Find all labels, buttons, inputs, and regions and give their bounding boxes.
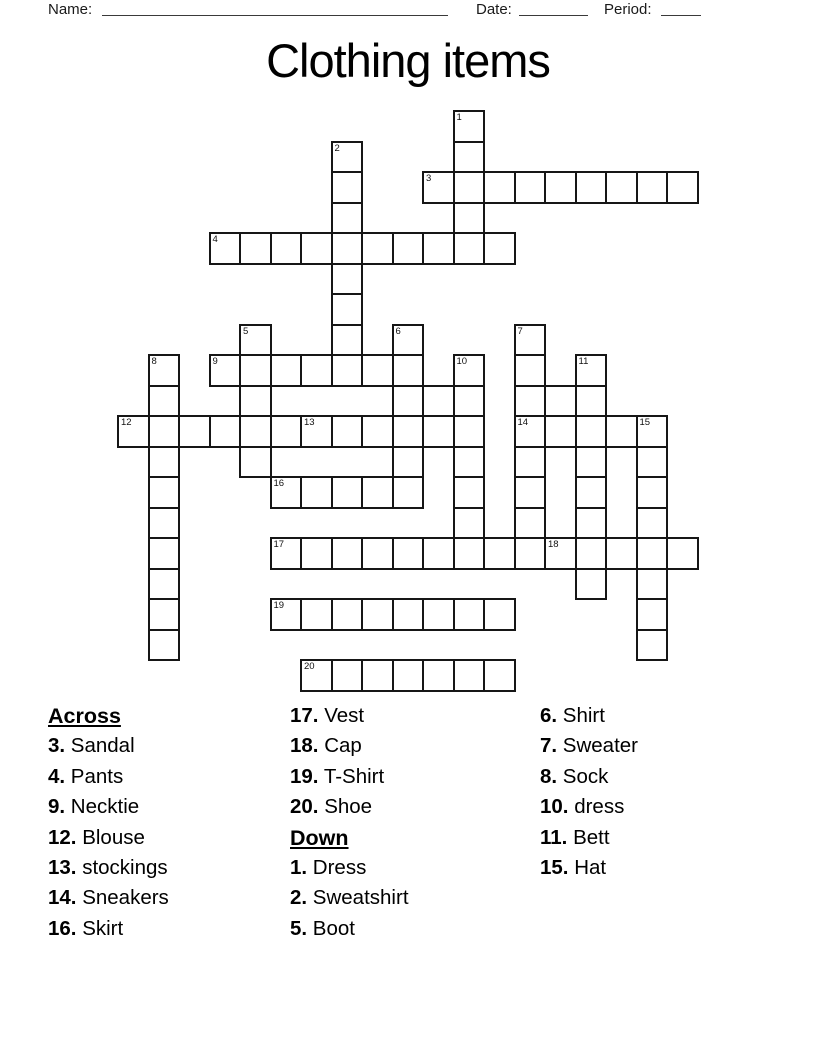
cell-number: 1	[456, 112, 462, 123]
page-title: Clothing items	[266, 34, 550, 87]
clue-text: Shoe	[318, 795, 373, 819]
grid-cell[interactable]	[636, 598, 669, 631]
grid-cell[interactable]	[453, 415, 486, 448]
clue-number: 4.	[48, 764, 66, 788]
clue-number: 11.	[540, 825, 568, 849]
grid-cell[interactable]	[392, 476, 425, 509]
grid-cell[interactable]	[148, 629, 181, 662]
clue-text: stockings	[76, 856, 168, 880]
grid-cell[interactable]	[392, 659, 425, 692]
grid-cell[interactable]	[453, 537, 486, 570]
grid-cell[interactable]	[514, 354, 547, 387]
grid-cell[interactable]	[209, 354, 242, 387]
grid-cell[interactable]	[300, 232, 333, 265]
grid-cell[interactable]	[636, 476, 669, 509]
grid-cell[interactable]	[453, 202, 486, 235]
clue-text: Sock	[557, 764, 609, 788]
clue-item	[290, 792, 409, 822]
date-label: Date:	[476, 1, 512, 18]
clue-text: Skirt	[76, 916, 124, 940]
grid-cell[interactable]	[148, 385, 181, 418]
grid-cell[interactable]	[544, 171, 577, 204]
grid-cell[interactable]	[331, 598, 364, 631]
grid-cell[interactable]	[636, 568, 669, 601]
clue-text: Necktie	[65, 795, 140, 819]
name-label: Name:	[48, 1, 93, 18]
grid-cell[interactable]	[514, 446, 547, 479]
clue-text: Dress	[307, 856, 367, 880]
grid-cell[interactable]	[300, 415, 333, 448]
clue-text: Sweater	[557, 734, 639, 758]
cell-number: 15	[639, 417, 651, 428]
grid-cell[interactable]	[544, 385, 577, 418]
grid-cell[interactable]	[331, 354, 364, 387]
grid-cell[interactable]	[422, 659, 455, 692]
grid-cell[interactable]	[239, 385, 272, 418]
down-heading: Down	[290, 825, 349, 850]
clue-text: Pants	[65, 764, 124, 788]
grid-cell[interactable]	[239, 232, 272, 265]
grid-cell[interactable]	[331, 415, 364, 448]
grid-cell[interactable]	[453, 385, 486, 418]
clue-column	[540, 701, 638, 883]
grid-cell[interactable]	[148, 354, 181, 387]
grid-cell[interactable]	[331, 263, 364, 296]
clue-item	[48, 731, 169, 761]
grid-cell[interactable]	[331, 202, 364, 235]
clue-item	[48, 914, 169, 944]
clue-text: Cap	[318, 734, 362, 758]
cell-number: 13	[304, 417, 315, 428]
grid-cell[interactable]	[605, 415, 638, 448]
clue-item	[540, 701, 638, 731]
grid-cell[interactable]	[270, 476, 303, 509]
clue-text: Hat	[568, 856, 607, 880]
period-label: Period:	[604, 1, 652, 18]
clue-number: 7.	[540, 734, 558, 758]
grid-cell[interactable]	[666, 171, 699, 204]
grid-cell[interactable]	[514, 415, 547, 448]
grid-cell[interactable]	[148, 537, 181, 570]
clue-item	[540, 853, 638, 883]
grid-cell[interactable]	[392, 324, 425, 357]
grid-cell[interactable]	[453, 507, 486, 540]
grid-cell[interactable]	[453, 171, 486, 204]
grid-cell[interactable]	[605, 537, 638, 570]
clue-column	[48, 701, 169, 944]
grid-cell[interactable]	[239, 415, 272, 448]
grid-cell[interactable]	[514, 385, 547, 418]
clue-item	[290, 853, 409, 883]
grid-cell[interactable]	[514, 507, 547, 540]
grid-cell[interactable]	[514, 476, 547, 509]
clue-item	[290, 914, 409, 944]
grid-cell[interactable]	[392, 354, 425, 387]
clue-text: Blouse	[76, 825, 145, 849]
grid-cell[interactable]	[331, 293, 364, 326]
grid-cell[interactable]	[514, 537, 547, 570]
cell-number: 10	[456, 356, 468, 367]
grid-cell[interactable]	[300, 659, 333, 692]
grid-cell[interactable]	[361, 415, 394, 448]
clue-number: 2.	[290, 886, 308, 910]
grid-cell[interactable]	[148, 568, 181, 601]
clue-number: 18.	[290, 734, 319, 758]
clue-item	[48, 853, 169, 883]
grid-cell[interactable]	[392, 385, 425, 418]
grid-cell[interactable]	[575, 476, 608, 509]
cell-number: 4	[212, 234, 218, 245]
clue-item	[290, 762, 409, 792]
grid-cell[interactable]	[453, 141, 486, 174]
clue-number: 9.	[48, 795, 66, 819]
clue-text: Boot	[307, 916, 355, 940]
grid-cell[interactable]	[331, 324, 364, 357]
grid-cell[interactable]	[239, 446, 272, 479]
grid-cell[interactable]	[422, 537, 455, 570]
grid-cell[interactable]	[331, 476, 364, 509]
clue-text: T-Shirt	[318, 764, 385, 788]
clue-number: 12.	[48, 825, 77, 849]
clue-number: 10.	[540, 795, 569, 819]
grid-cell[interactable]	[483, 171, 516, 204]
clue-item	[540, 762, 638, 792]
grid-cell[interactable]	[453, 354, 486, 387]
grid-cell[interactable]	[331, 232, 364, 265]
clue-text: Sandal	[65, 734, 135, 758]
grid-cell[interactable]	[605, 171, 638, 204]
cell-number: 17	[273, 539, 285, 550]
grid-cell[interactable]	[148, 446, 181, 479]
grid-cell[interactable]	[361, 354, 394, 387]
grid-cell[interactable]	[270, 537, 303, 570]
grid-cell[interactable]	[666, 537, 699, 570]
grid-cell[interactable]	[239, 354, 272, 387]
grid-cell[interactable]	[300, 476, 333, 509]
grid-cell[interactable]	[148, 507, 181, 540]
grid-cell[interactable]	[483, 232, 516, 265]
clue-number: 8.	[540, 764, 558, 788]
name-blank-line[interactable]	[102, 0, 448, 16]
grid-cell[interactable]	[422, 232, 455, 265]
clue-number: 6.	[540, 704, 558, 727]
clue-number: 19.	[290, 764, 319, 788]
grid-cell[interactable]	[422, 598, 455, 631]
grid-cell[interactable]	[178, 415, 211, 448]
grid-cell[interactable]	[361, 476, 394, 509]
clue-item	[290, 883, 409, 913]
cell-number: 12	[121, 417, 132, 428]
grid-cell[interactable]	[148, 476, 181, 509]
grid-cell[interactable]	[331, 141, 364, 174]
clue-number: 3.	[48, 734, 66, 758]
clue-number: 14.	[48, 886, 77, 910]
cell-number: 7	[517, 325, 523, 337]
grid-cell[interactable]	[544, 537, 577, 570]
grid-cell[interactable]	[575, 385, 608, 418]
grid-cell[interactable]	[514, 324, 547, 357]
clue-number: 5.	[290, 916, 308, 940]
grid-cell[interactable]	[636, 629, 669, 662]
clue-number: 1.	[290, 856, 308, 880]
grid-cell[interactable]	[575, 537, 608, 570]
clue-number: 15.	[540, 856, 569, 880]
clue-item	[48, 883, 169, 913]
grid-cell[interactable]	[422, 415, 455, 448]
grid-cell[interactable]	[636, 171, 669, 204]
grid-cell[interactable]	[361, 232, 394, 265]
clue-number: 13.	[48, 856, 77, 880]
grid-cell[interactable]	[270, 415, 303, 448]
grid-cell[interactable]	[636, 507, 669, 540]
clue-item	[48, 823, 169, 853]
cell-number: 19	[273, 600, 285, 611]
grid-cell[interactable]	[636, 537, 669, 570]
cell-number: 2	[334, 142, 340, 154]
grid-cell[interactable]	[575, 415, 608, 448]
cell-number: 11	[578, 356, 589, 367]
grid-cell[interactable]	[209, 232, 242, 265]
grid-cell[interactable]	[361, 598, 394, 631]
grid-cell[interactable]	[422, 171, 455, 204]
grid-cell[interactable]	[453, 476, 486, 509]
grid-cell[interactable]	[544, 415, 577, 448]
clue-column	[290, 701, 409, 944]
grid-cell[interactable]	[148, 598, 181, 631]
grid-cell[interactable]	[361, 537, 394, 570]
grid-cell[interactable]	[575, 171, 608, 204]
grid-cell[interactable]	[392, 232, 425, 265]
grid-cell[interactable]	[331, 537, 364, 570]
grid-cell[interactable]	[361, 659, 394, 692]
clue-text: Vest	[318, 704, 365, 727]
grid-cell[interactable]	[453, 659, 486, 692]
clue-text: Bett	[567, 825, 610, 849]
grid-cell[interactable]	[148, 415, 181, 448]
clue-item	[48, 762, 169, 792]
cell-number: 9	[212, 356, 218, 367]
grid-cell[interactable]	[239, 324, 272, 357]
grid-cell[interactable]	[300, 354, 333, 387]
grid-cell[interactable]	[422, 385, 455, 418]
clue-text: Sweatshirt	[307, 886, 409, 910]
cell-number: 16	[273, 478, 285, 489]
clue-text: dress	[568, 795, 625, 819]
grid-cell[interactable]	[483, 659, 516, 692]
cell-number: 5	[243, 325, 249, 337]
clue-item	[290, 731, 409, 761]
grid-cell[interactable]	[453, 110, 486, 143]
cell-number: 20	[304, 661, 315, 672]
grid-cell[interactable]	[483, 537, 516, 570]
grid-cell[interactable]	[331, 171, 364, 204]
clue-number: 16.	[48, 916, 77, 940]
grid-cell[interactable]	[392, 537, 425, 570]
clue-item	[290, 701, 409, 731]
grid-cell[interactable]	[270, 232, 303, 265]
cell-number: 6	[395, 325, 401, 337]
cell-number: 3	[426, 173, 432, 184]
clue-text: Shirt	[557, 704, 605, 727]
grid-cell[interactable]	[575, 354, 608, 387]
grid-cell[interactable]	[209, 415, 242, 448]
grid-cell[interactable]	[453, 598, 486, 631]
clue-text: Sneakers	[76, 886, 169, 910]
grid-cell[interactable]	[636, 446, 669, 479]
grid-cell[interactable]	[453, 446, 486, 479]
grid-cell[interactable]	[270, 354, 303, 387]
cell-number: 18	[548, 539, 559, 550]
clue-item	[48, 792, 169, 822]
clue-number: 17.	[290, 704, 319, 727]
grid-cell[interactable]	[636, 415, 669, 448]
grid-cell[interactable]	[453, 232, 486, 265]
clue-number: 20.	[290, 795, 319, 819]
grid-cell[interactable]	[331, 659, 364, 692]
date-blank-line[interactable]	[519, 0, 588, 16]
cell-number: 8	[151, 356, 157, 367]
grid-cell[interactable]	[117, 415, 150, 448]
grid-cell[interactable]	[392, 598, 425, 631]
grid-cell[interactable]	[300, 537, 333, 570]
cell-number: 14	[517, 417, 529, 428]
grid-cell[interactable]	[392, 415, 425, 448]
grid-cell[interactable]	[575, 568, 608, 601]
grid-cell[interactable]	[483, 598, 516, 631]
grid-cell[interactable]	[514, 171, 547, 204]
period-blank-line[interactable]	[661, 0, 701, 16]
across-heading: Across	[48, 704, 121, 728]
grid-cell[interactable]	[575, 507, 608, 540]
clue-item	[540, 731, 638, 761]
grid-cell[interactable]	[270, 598, 303, 631]
clue-item	[540, 792, 638, 822]
grid-cell[interactable]	[392, 446, 425, 479]
grid-cell[interactable]	[575, 446, 608, 479]
grid-cell[interactable]	[300, 598, 333, 631]
clue-item	[540, 823, 638, 853]
